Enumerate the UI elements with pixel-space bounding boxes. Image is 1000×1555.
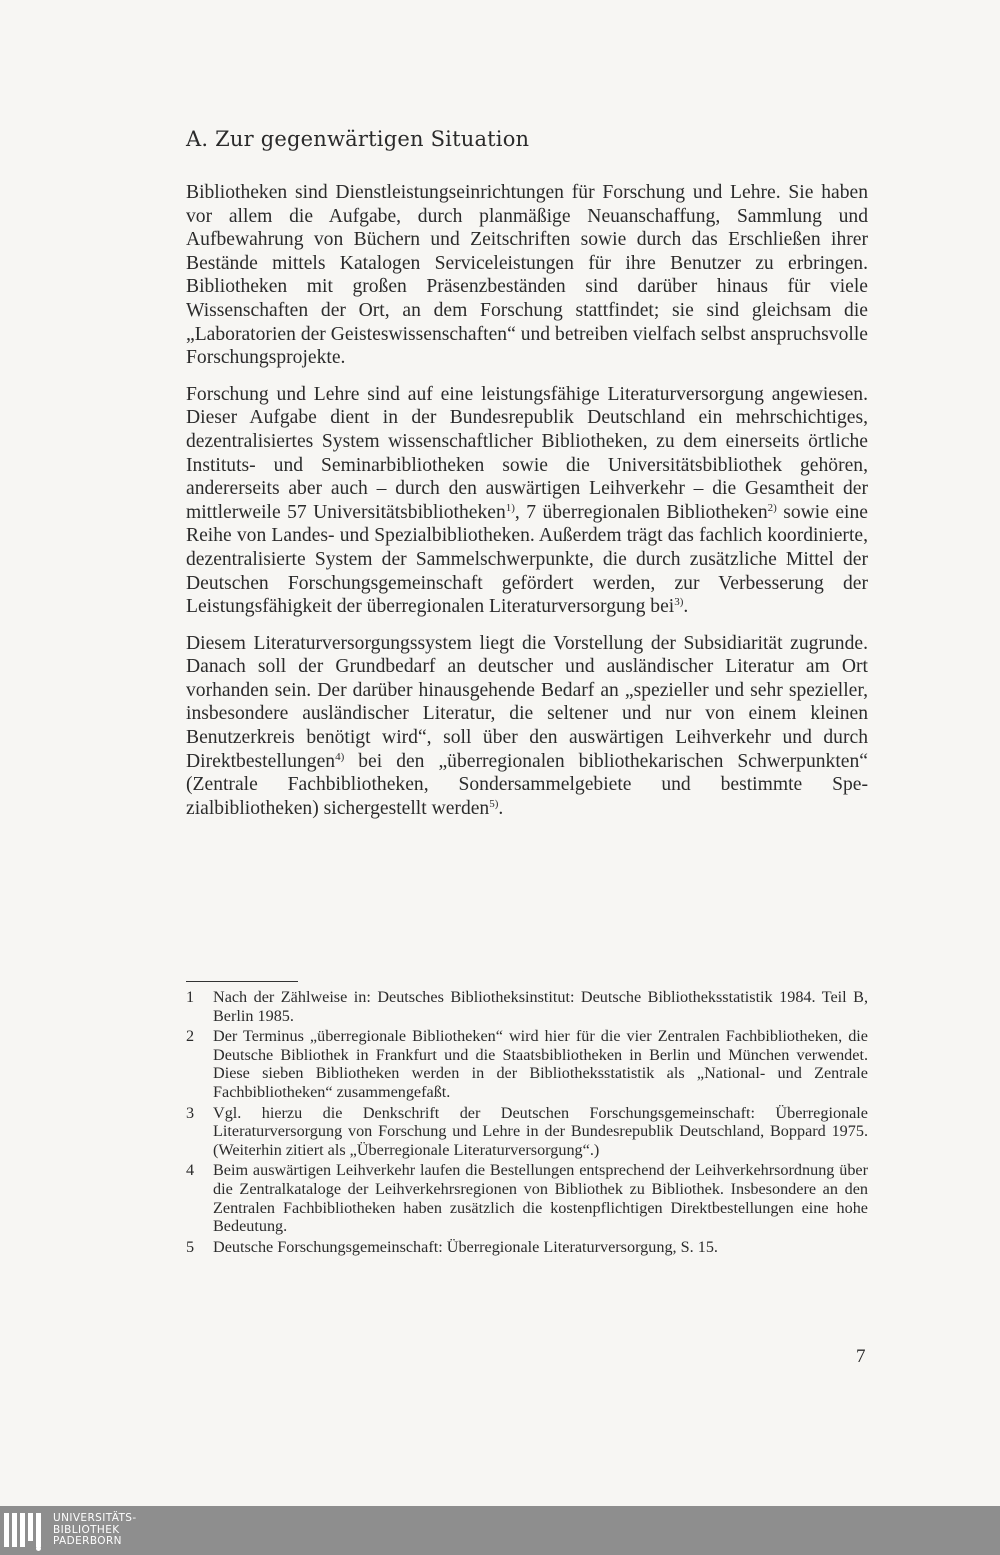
paragraph-text: . bbox=[498, 797, 504, 819]
body-text bbox=[186, 181, 868, 833]
paragraph-text: Bibliotheken sind Dienstleistungseinrichtungen für Forschung und Lehre. Sie haben vor allem die Aufgabe, durch planmäßige Neuanschaffung, Sammlung und Aufbewahrung von Büchern und Zeitschriften sowie durch das Erschließen ihrer Bestände mittels Katalogen Serviceleistungen für ihre Benutzer zu erbringen. Bibliotheken mit großen Präsenzbeständen sind darüber hinaus für viele Wissenschaften der Ort, an dem Forschung stattfindet; sie sind gleichsam die „Laboratorien der Geisteswissenschaften“ und betreiben vielfach selbst anspruchsvolle Forschungsprojekte. bbox=[186, 182, 868, 369]
paragraph-text: Diesem Literaturversorgungssystem liegt die Vorstellung der Subsidiarität zugrunde. Danach soll der Grundbedarf an deutscher und ausländischer Literatur am Ort vorhanden sein. Der darüber hinausgehende Bedarf an „spezieller und sehr spezieller, insbesondere ausländischer Literatur, die seltener und nur von einem kleinen Benutzerkreis benötigt wird“, soll über den auswärtigen Leihverkehr und durch Direktbestellungen bbox=[186, 632, 868, 772]
paragraph bbox=[186, 383, 868, 619]
library-footer-bar bbox=[0, 1506, 1000, 1555]
footnote-text: Nach der Zählweise in: Deutsches Bibliotheksinstitut: Deutsche Bibliotheksstatistik 1984. Teil B, Berlin 1985. bbox=[213, 988, 868, 1025]
footnote-ref: 2) bbox=[767, 501, 777, 514]
footnote-divider bbox=[186, 981, 298, 982]
footnote-number: 3 bbox=[186, 1103, 195, 1122]
paragraph-text: bei den „überregionalen bibliothekarischen Schwerpunkten“ (Zentrale Fachbibliotheken, Sondersammelgebiete und bestimmte Spezialbibliotheken) sichergestellt werden bbox=[186, 750, 868, 819]
footnote-text: Beim auswärtigen Leihverkehr laufen die Bestellungen entsprechend der Leihverkehrsordnung über die Zentralkataloge der Leihverkehrsregionen von Bibliothek zu Bibliothek. Insbesondere an den Zentralen Fachbibliotheken haben zusätzlich die kostenpflichtigen Direktbestellungen eine hohe Bedeutung. bbox=[213, 1161, 868, 1236]
library-logo-text bbox=[53, 1513, 137, 1548]
paragraph-text: sowie eine Reihe von Landes- und Spezialbibliotheken. Außerdem trägt das fachlich koordinierte, dezentralisierte System der Sammelschwerpunkte, die durch zusätzliche Mittel der Deutschen Forschungsgemeinschaft gefördert werden, zur Verbesserung der Leistungsfähigkeit der überregionalen Literaturversorgung bei bbox=[186, 501, 868, 618]
footnote bbox=[186, 988, 868, 1025]
paragraph-text: Forschung und Lehre sind auf eine leistungsfähige Literaturversorgung angewiesen. Dieser Aufgabe dient in der Bundesrepublik Deutschland ein mehrschichtiges, dezentralisiertes System wissenschaftlicher Bibliotheken, zu dem einerseits örtliche Instituts- und Seminarbibliotheken sowie die Universitätsbibliothek gehören, andererseits aber auch – durch den auswärtigen Leihverkehr – die Gesamtheit der mittlerweile 57 Universitätsbibliotheken bbox=[186, 383, 868, 523]
footnote-ref: 1) bbox=[505, 501, 515, 514]
library-name-line: PADERBORN bbox=[53, 1535, 122, 1547]
footnote-text: Deutsche Forschungsgemeinschaft: Überregionale Literaturversorgung, S. 15. bbox=[213, 1237, 718, 1256]
footnote-text: Vgl. hierzu die Denkschrift der Deutschen Forschungsgemeinschaft: Überregionale Literaturversorgung von Forschung und Lehre in der Bundesrepublik Deutschland, Boppard 1975. (Weiterhin zitiert als „Überregionale Literaturversorgung“.) bbox=[213, 1103, 868, 1159]
paragraph bbox=[186, 632, 868, 821]
footnote-number: 2 bbox=[186, 1027, 195, 1046]
library-logo bbox=[4, 1513, 137, 1549]
footnote-ref: 5) bbox=[489, 797, 499, 810]
paragraph-text: . bbox=[683, 596, 689, 618]
footnote bbox=[186, 1104, 868, 1160]
logo-dot-icon bbox=[36, 1546, 41, 1551]
footnote-number: 5 bbox=[186, 1237, 195, 1256]
paragraph-text: , 7 überregionalen Bibliotheken bbox=[514, 501, 768, 523]
footnote-number: 1 bbox=[186, 988, 195, 1006]
footnote-ref: 4) bbox=[335, 750, 345, 763]
footnotes bbox=[186, 988, 868, 1258]
footnote-text: Der Terminus „überregionale Bibliotheken“ wird hier für die vier Zentralen Fachbibliotheken, die Deutsche Bibliothek in Frankfurt und die Staatsbibliotheken in Berlin und München verwendet. Diese sieben Bibliotheken werden in der Bibliotheksstatistik als „National- und Zentrale Fachbibliotheken“ zusammengefaßt. bbox=[213, 1027, 868, 1101]
library-logo-icon bbox=[4, 1513, 41, 1549]
paragraph bbox=[186, 181, 868, 370]
footnote-ref: 3) bbox=[674, 596, 684, 609]
footnote bbox=[186, 1238, 868, 1257]
footnote-number: 4 bbox=[186, 1161, 195, 1180]
section-heading: A. Zur gegenwärtigen Situation bbox=[186, 127, 530, 151]
page-number: 7 bbox=[856, 1346, 866, 1367]
library-name-line: BIBLIOTHEK bbox=[53, 1523, 120, 1536]
library-name-line: UNIVERSITÄTS- bbox=[53, 1512, 137, 1524]
footnote bbox=[186, 1027, 868, 1101]
footnote bbox=[186, 1161, 868, 1235]
